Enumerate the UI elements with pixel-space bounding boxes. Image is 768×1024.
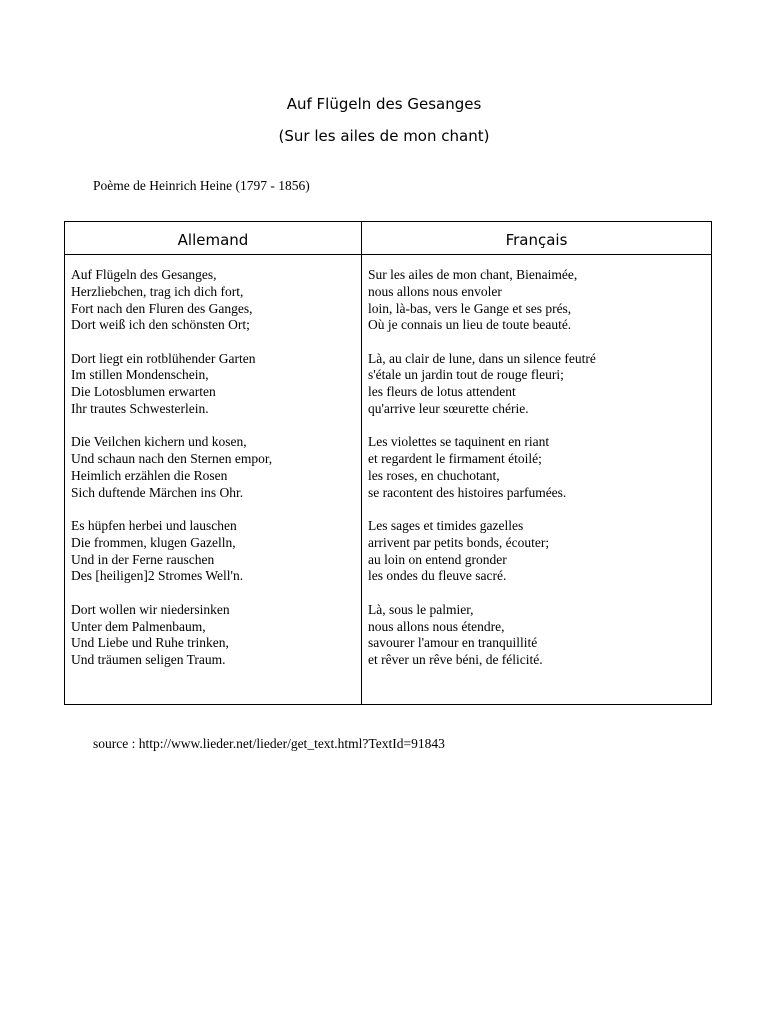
german-poem-line: Die Veilchen kichern und kosen, bbox=[71, 434, 247, 450]
column-divider bbox=[361, 222, 362, 704]
french-stanza bbox=[368, 267, 708, 334]
french-stanza bbox=[368, 351, 708, 418]
french-stanza bbox=[368, 434, 708, 501]
german-stanza bbox=[71, 351, 359, 418]
german-poem-line: Dort liegt ein rotblühender Garten bbox=[71, 350, 256, 366]
french-poem-line: savourer l'amour en tranquillité bbox=[368, 635, 538, 651]
german-poem-line: Die Lotosblumen erwarten bbox=[71, 384, 216, 400]
french-poem-line: Sur les ailes de mon chant, Bienaimée, bbox=[368, 267, 578, 282]
german-poem-line: Fort nach den Fluren des Ganges, bbox=[71, 300, 253, 316]
german-poem-line: Unter dem Palmenbaum, bbox=[71, 618, 206, 634]
french-poem-line: les roses, en chuchotant, bbox=[368, 467, 500, 483]
german-poem-line: Es hüpfen herbei und lauschen bbox=[71, 518, 237, 534]
german-poem-line: Die frommen, klugen Gazelln, bbox=[71, 534, 236, 550]
german-poem-line: Und Liebe und Ruhe trinken, bbox=[71, 635, 229, 651]
german-poem-line: Dort weiß ich den schönsten Ort; bbox=[71, 317, 250, 333]
french-poem-line: les ondes du fleuve sacré. bbox=[368, 568, 507, 584]
page-subtitle: (Sur les ailes de mon chant) bbox=[278, 127, 490, 145]
french-poem-line: loin, là-bas, vers le Gange et ses prés, bbox=[368, 300, 572, 316]
french-poem-line: s'étale un jardin tout de rouge fleuri; bbox=[368, 367, 564, 383]
french-column bbox=[368, 267, 708, 685]
french-poem-line: Là, au clair de lune, dans un silence feutré bbox=[368, 350, 596, 366]
german-poem-line: Im stillen Mondenschein, bbox=[71, 367, 209, 383]
german-poem-line: Herzliebchen, trag ich dich fort, bbox=[71, 283, 244, 299]
german-stanza bbox=[71, 518, 359, 585]
french-poem-line: les fleurs de lotus attendent bbox=[368, 384, 516, 400]
german-poem-line: Und in der Ferne rauschen bbox=[71, 551, 215, 567]
german-poem-line: Sich duftende Märchen ins Ohr. bbox=[71, 484, 244, 500]
french-poem-line: et regardent le firmament étoilé; bbox=[368, 451, 542, 467]
french-poem-line: au loin on entend gronder bbox=[368, 551, 507, 567]
french-poem-line: se racontent des histoires parfumées. bbox=[368, 484, 567, 500]
german-stanza bbox=[71, 267, 359, 334]
german-poem-line: Ihr trautes Schwesterlein. bbox=[71, 401, 209, 417]
french-poem-line: arrivent par petits bonds, écouter; bbox=[368, 534, 550, 550]
german-poem-line: Auf Flügeln des Gesanges, bbox=[71, 267, 217, 282]
french-poem-line: Où je connais un lieu de toute beauté. bbox=[368, 317, 572, 333]
header-divider bbox=[65, 254, 711, 255]
german-stanza bbox=[71, 602, 359, 669]
column-header-french: Français bbox=[505, 231, 568, 249]
french-poem-line: Les violettes se taquinent en riant bbox=[368, 434, 550, 450]
french-poem-line: et rêver un rêve béni, de félicité. bbox=[368, 652, 543, 668]
french-poem-line: qu'arrive leur sœurette chérie. bbox=[368, 401, 529, 417]
german-poem-line: Dort wollen wir niedersinken bbox=[71, 601, 230, 617]
poem-table bbox=[64, 221, 712, 705]
french-poem-line: Là, sous le palmier, bbox=[368, 601, 474, 617]
german-stanza bbox=[71, 434, 359, 501]
column-header-german: Allemand bbox=[177, 231, 249, 249]
french-stanza bbox=[368, 602, 708, 669]
french-poem-line: Les sages et timides gazelles bbox=[368, 518, 524, 534]
german-poem-line: Und träumen seligen Traum. bbox=[71, 652, 226, 668]
german-poem-line: Und schaun nach den Sternen empor, bbox=[71, 451, 273, 467]
french-poem-line: nous allons nous étendre, bbox=[368, 618, 505, 634]
source-line: source : http://www.lieder.net/lieder/get_text.html?TextId=91843 bbox=[93, 736, 445, 751]
french-stanza bbox=[368, 518, 708, 585]
german-poem-line: Des [heiligen]2 Stromes Well'n. bbox=[71, 568, 244, 584]
german-poem-line: Heimlich erzählen die Rosen bbox=[71, 467, 228, 483]
page-title: Auf Flügeln des Gesanges bbox=[286, 95, 482, 113]
author-line: Poème de Heinrich Heine (1797 - 1856) bbox=[93, 178, 310, 193]
french-poem-line: nous allons nous envoler bbox=[368, 283, 502, 299]
german-column bbox=[71, 267, 359, 685]
